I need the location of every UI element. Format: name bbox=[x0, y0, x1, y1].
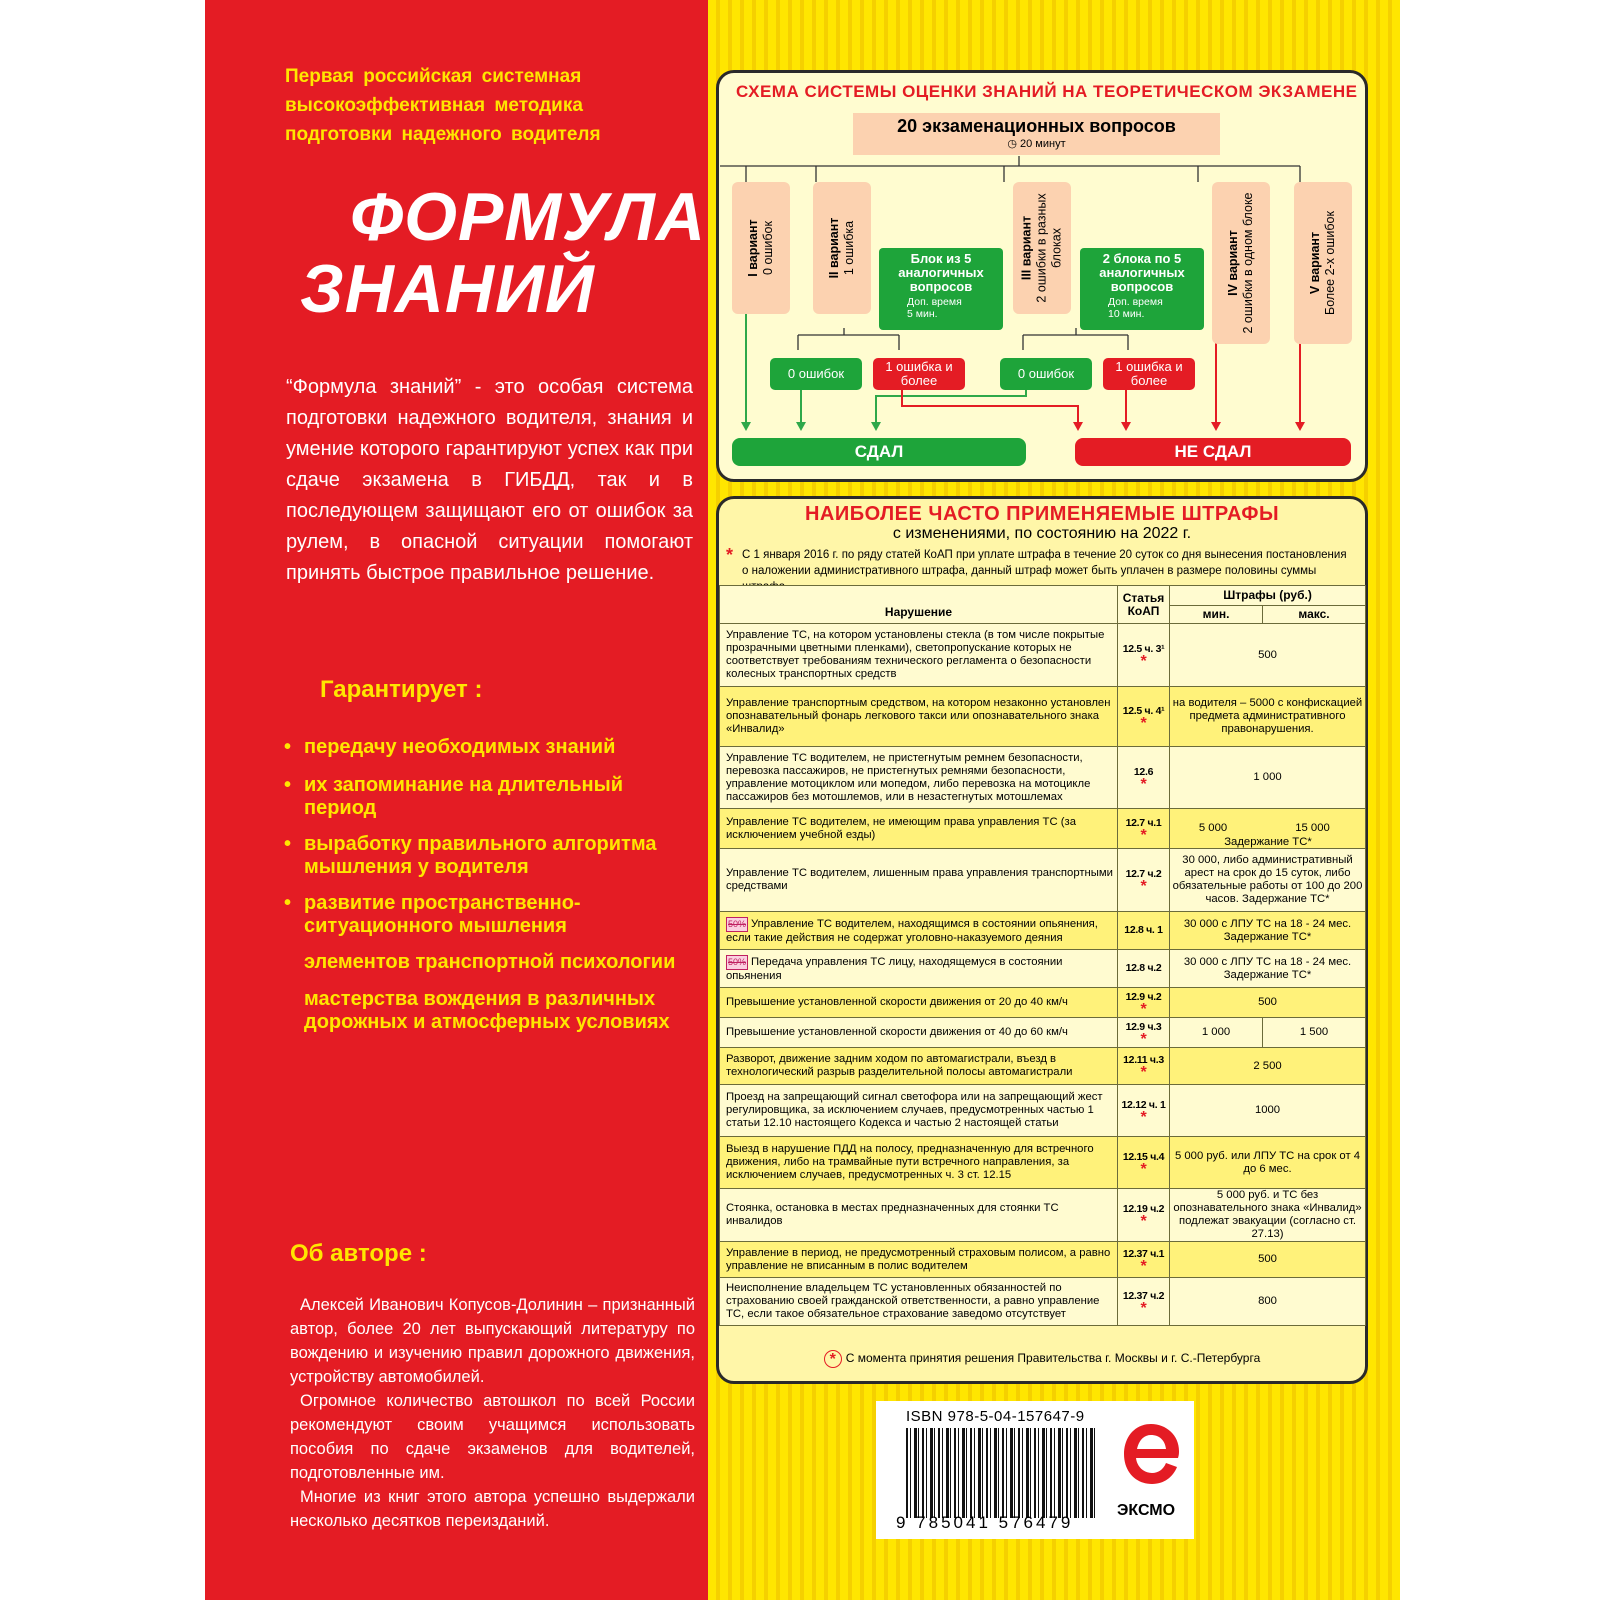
book-description: “Формула знаний” - это особая система подготовки надежного водителя, знания и умение которого гарантируют успех как при сдаче экзамена в ГИБДД, так и в последующем защищают его от ошибок за рулем, в опасной ситуации помогают принять быстрое правильное решение. bbox=[286, 376, 693, 584]
violation-cell: Превышение установленной скорости движения от 40 до 60 км/ч bbox=[720, 1018, 1118, 1048]
violation-cell: 50% Управление ТС водителем, находящимся в состоянии опьянения, если такие действия не содержат уголовно-наказуемого деяния bbox=[720, 912, 1118, 950]
violation-cell: Управление в период, не предусмотренный страховым полисом, а равно управление не вписанным в полис водителем bbox=[720, 1242, 1118, 1278]
guarantee-item: • развитие пространственно- bbox=[284, 892, 581, 914]
variant-box bbox=[1212, 182, 1270, 344]
asterisk-icon: * bbox=[1140, 1000, 1147, 1018]
asterisk-icon: * bbox=[1140, 1299, 1147, 1317]
fines-footer: * С момента принятия решения Правительства г. Москвы и г. С.-Петербурга bbox=[716, 1350, 1368, 1368]
variant-detail: 1 ошибка bbox=[842, 220, 856, 276]
variant-name: III вариант bbox=[1019, 215, 1034, 281]
header-violation: Нарушение bbox=[720, 586, 1118, 624]
violation-cell: Выезд в нарушение ПДД на полосу, предназначенную для встречного движения, либо на трамвайные пути встречного направления, за исключением случаев, предусмотренных ч. 3 ст. 12.15 bbox=[720, 1137, 1118, 1189]
article-cell: 12.12 ч. 1 * bbox=[1118, 1085, 1170, 1137]
guarantee-item: • выработку правильного алгоритма bbox=[284, 833, 657, 855]
asterisk-icon: * bbox=[1140, 1160, 1147, 1178]
article-cell: 12.37 ч.2 * bbox=[1118, 1278, 1170, 1326]
guarantee-item: ситуационного мышления bbox=[304, 915, 567, 937]
fine-cell: 1 000 bbox=[1170, 747, 1366, 809]
discount-badge: 50% bbox=[726, 955, 748, 970]
variant-box bbox=[1013, 182, 1071, 314]
barcode bbox=[906, 1428, 1096, 1518]
guarantee-item: дорожных и атмосферных условиях bbox=[304, 1011, 670, 1033]
failed-result: НЕ СДАЛ bbox=[1075, 438, 1351, 466]
book-title-line1: ФОРМУЛА bbox=[350, 179, 706, 255]
guarantee-item: элементов транспортной психологии bbox=[304, 951, 676, 973]
questions-time: ◷ 20 минут bbox=[1007, 138, 1066, 150]
variant-name: V вариант bbox=[1308, 231, 1322, 295]
asterisk-icon: * bbox=[1140, 1257, 1147, 1275]
table-header-row bbox=[720, 586, 1366, 606]
asterisk-icon: * bbox=[824, 1350, 842, 1368]
asterisk-icon: * bbox=[1140, 1030, 1147, 1048]
variant-detail: 2 ошибки в разных блоках bbox=[1034, 193, 1064, 303]
tagline bbox=[285, 62, 615, 149]
article-cell: 12.8 ч. 1 bbox=[1118, 912, 1170, 950]
table-row bbox=[720, 1189, 1366, 1242]
fine-min-cell: 5 000 Задержание ТС* bbox=[1170, 809, 1263, 849]
header-fines: Штрафы (руб.) bbox=[1170, 586, 1366, 606]
asterisk-icon: * bbox=[1140, 714, 1147, 732]
table-row bbox=[720, 1278, 1366, 1326]
table-row bbox=[720, 912, 1366, 950]
violation-cell: Управление ТС водителем, не пристегнутым ремнем безопасности, перевозка пассажиров, не пристегнутых ремнями безопасности, управление мотоциклом или мопедом, либо перевозка на мотоцикле пассажиров без мотошлемов, или в незастегнутых мотошлемах bbox=[720, 747, 1118, 809]
fine-cell: 30 000 с ЛПУ ТС на 18 - 24 мес. Задержание ТС* bbox=[1170, 912, 1366, 950]
fines-note: С 1 января 2016 г. по ряду статей КоАП при уплате штрафа в течение 20 суток со дня вынесения постановления о наложении административного штрафа, данный штраф может быть уплачен в размере половины суммы bbox=[742, 549, 1347, 577]
author-paragraph: Алексей Иванович Копусов-Долинин – признанный автор, более 20 лет выпускающий литературу по вождению и изучению правил дорожного движения, устройству автомобилей. bbox=[290, 1296, 695, 1386]
fine-max-cell: 1 500 bbox=[1263, 1018, 1366, 1048]
clock-icon: ◷ bbox=[1007, 138, 1021, 150]
header-min: мин. bbox=[1170, 606, 1263, 624]
violation-cell: Управление ТС, на котором установлены стекла (в том числе покрытые прозрачными цветными пленками), светопропускание которых не соответствует требованиям технического регламента о безопасности колесных транспортных средств bbox=[720, 624, 1118, 687]
violation-cell: Управление транспортным средством, на котором незаконно установлен опознавательный фонарь легкового такси или опознавательного знака «Инвалид» bbox=[720, 687, 1118, 747]
guarantee-heading: Гарантирует : bbox=[320, 676, 483, 703]
passed-result: СДАЛ bbox=[732, 438, 1026, 466]
violation-cell: Стоянка, остановка в местах предназначенных для стоянки ТС инвалидов bbox=[720, 1189, 1118, 1242]
header-article: Статья КоАП bbox=[1118, 586, 1170, 624]
asterisk-icon: * bbox=[1140, 653, 1147, 670]
table-row bbox=[720, 809, 1366, 849]
fine-cell: 30 000 с ЛПУ ТС на 18 - 24 мес. Задержание ТС* bbox=[1170, 950, 1366, 988]
fine-cell: 2 500 bbox=[1170, 1048, 1366, 1085]
violation-cell: Превышение установленной скорости движения от 20 до 40 км/ч bbox=[720, 988, 1118, 1018]
variant-box bbox=[1294, 182, 1352, 344]
violation-cell: Разворот, движение задним ходом по автомагистрали, въезд в технологический разрыв разделительной полосы автомагистрали bbox=[720, 1048, 1118, 1085]
book-title-line2: ЗНАНИЙ bbox=[300, 251, 595, 327]
violation-cell: Неисполнение владельцем ТС установленных обязанностей по страхованию своей гражданской ответственности, а равно управление ТС, если такое обязательное страхование заведомо отсутствует bbox=[720, 1278, 1118, 1326]
guarantee-item: мышления у водителя bbox=[304, 856, 529, 878]
header-max: макс. bbox=[1263, 606, 1366, 624]
fine-cell: 500 bbox=[1170, 1242, 1366, 1278]
table-row bbox=[720, 1018, 1366, 1048]
article-cell: 12.9 ч.2 * bbox=[1118, 988, 1170, 1018]
variant-detail: 2 ошибки в одном блоке bbox=[1241, 192, 1255, 334]
article-cell: 12.11 ч.3 * bbox=[1118, 1048, 1170, 1085]
table-row bbox=[720, 624, 1366, 687]
author-paragraph: Многие из книг этого автора успешно выдержали несколько десятков переизданий. bbox=[290, 1488, 695, 1530]
guarantee-item: мастерства вождения в различных bbox=[304, 988, 656, 1010]
fines-title: НАИБОЛЕЕ ЧАСТО ПРИМЕНЯЕМЫЕ ШТРАФЫ bbox=[804, 503, 1280, 525]
variant-detail: Более 2-х ошибок bbox=[1323, 211, 1337, 315]
bullet-icon: • bbox=[284, 774, 292, 796]
article-cell: 12.5 ч. 3¹ * bbox=[1118, 624, 1170, 687]
guarantee-item: • их запоминание на длительный bbox=[284, 774, 623, 796]
table-row bbox=[720, 950, 1366, 988]
author-text bbox=[290, 1293, 695, 1533]
table-row bbox=[720, 1048, 1366, 1085]
block-time: Доп. время 5 мин. bbox=[907, 296, 962, 320]
asterisk-icon: * bbox=[1140, 1108, 1147, 1126]
discount-badge: 50% bbox=[726, 917, 748, 932]
table-row bbox=[720, 687, 1366, 747]
author-paragraph: Огромное количество автошкол по всей России рекомендуют своим учащимся использовать пособия по сдаче экзаменов для водителей, подготовленные им. bbox=[290, 1392, 695, 1482]
article-cell: 12.7 ч.1 * bbox=[1118, 809, 1170, 849]
publisher-logo-icon bbox=[1120, 1420, 1182, 1498]
fine-cell: 30 000, либо административный арест на срок до 15 суток, либо обязательные работы от 100 до 200 часов. Задержание ТС* bbox=[1170, 849, 1366, 912]
fine-cell: 5 000 руб. или ЛПУ ТС на срок от 4 до 6 мес. bbox=[1170, 1137, 1366, 1189]
questions-box bbox=[853, 113, 1220, 155]
table-row bbox=[720, 988, 1366, 1018]
variant-box bbox=[732, 182, 790, 314]
table-row bbox=[720, 1085, 1366, 1137]
fines-body bbox=[720, 624, 1366, 1326]
guarantee-item: • передачу необходимых знаний bbox=[284, 736, 616, 758]
fine-cell: 500 bbox=[1170, 988, 1366, 1018]
author-heading: Об авторе : bbox=[290, 1240, 427, 1267]
variant-name: I вариант bbox=[746, 219, 760, 277]
violation-cell: Управление ТС водителем, лишенным права управления транспортными средствами bbox=[720, 849, 1118, 912]
table-row bbox=[720, 747, 1366, 809]
block-time: Доп. время 10 мин. bbox=[1108, 296, 1163, 320]
isbn: ISBN 978-5-04-157647-9 bbox=[906, 1408, 1085, 1425]
fine-min-cell: 1 000 bbox=[1170, 1018, 1263, 1048]
fine-cell: 1000 bbox=[1170, 1085, 1366, 1137]
bullet-icon: • bbox=[284, 892, 292, 914]
bullet-icon: • bbox=[284, 736, 292, 758]
tagline-line: высокоэффективная методика bbox=[285, 95, 583, 116]
table-row bbox=[720, 1137, 1366, 1189]
variant-box bbox=[813, 182, 871, 314]
barcode-digits: 9 785041 576479 bbox=[896, 1513, 1074, 1532]
fines-table bbox=[719, 585, 1366, 1326]
variant-name: IV вариант bbox=[1226, 230, 1240, 296]
zero-errors-box: 0 ошибок bbox=[770, 358, 862, 390]
tagline-line: Первая российская системная bbox=[285, 66, 582, 87]
tagline-line: подготовки надежного водителя bbox=[285, 124, 601, 145]
one-error-box: 1 ошибка и более bbox=[1103, 358, 1195, 390]
table-row bbox=[720, 849, 1366, 912]
article-cell: 12.6 * bbox=[1118, 747, 1170, 809]
block-double bbox=[1080, 248, 1204, 330]
article-cell: 12.7 ч.2 * bbox=[1118, 849, 1170, 912]
publisher-name: ЭКСМО bbox=[1117, 1502, 1176, 1519]
asterisk-icon: * bbox=[726, 545, 734, 565]
block-single bbox=[879, 248, 1003, 330]
zero-errors-box: 0 ошибок bbox=[1000, 358, 1092, 390]
fine-max-cell: 15 000 bbox=[1263, 809, 1366, 849]
variant-name: II вариант bbox=[827, 217, 841, 279]
asterisk-icon: * bbox=[1140, 1064, 1147, 1081]
article-cell: 12.9 ч.3 * bbox=[1118, 1018, 1170, 1048]
article-cell: 12.15 ч.4 * bbox=[1118, 1137, 1170, 1189]
block-title: Блок из 5 аналогичных вопросов bbox=[898, 251, 984, 294]
asterisk-icon: * bbox=[1140, 826, 1147, 844]
fine-cell: на водителя – 5000 с конфискацией предмета административного правонарушения. bbox=[1170, 687, 1366, 747]
variant-detail: 0 ошибок bbox=[761, 221, 775, 275]
fines-subtitle: с изменениями, по состоянию на 2022 г. bbox=[892, 525, 1192, 542]
bullet-icon: • bbox=[284, 833, 292, 855]
fine-extra: Задержание ТС* bbox=[1224, 836, 1312, 848]
violation-cell: 50% Передача управления ТС лицу, находящемуся в состоянии опьянения bbox=[720, 950, 1118, 988]
violation-cell: Управление ТС водителем, не имеющим права управления ТС (за исключением учебной езды) bbox=[720, 809, 1118, 849]
article-cell: 12.19 ч.2 * bbox=[1118, 1189, 1170, 1242]
questions-label: 20 экзаменационных вопросов bbox=[897, 116, 1176, 136]
asterisk-icon: * bbox=[1140, 775, 1147, 793]
asterisk-icon: * bbox=[1140, 1213, 1147, 1230]
table-row bbox=[720, 1242, 1366, 1278]
scheme-title: СХЕМА СИСТЕМЫ ОЦЕНКИ ЗНАНИЙ НА ТЕОРЕТИЧЕСКОМ ЭКЗАМЕНЕ bbox=[736, 82, 1358, 101]
fine-cell: 800 bbox=[1170, 1278, 1366, 1326]
article-cell: 12.5 ч. 4¹ * bbox=[1118, 687, 1170, 747]
asterisk-icon: * bbox=[1140, 878, 1147, 895]
block-title: 2 блока по 5 аналогичных вопросов bbox=[1099, 251, 1185, 294]
fine-cell: 5 000 руб. и ТС без опознавательного знака «Инвалид» подлежат эвакуации (согласно ст. 27.13) bbox=[1170, 1189, 1366, 1242]
violation-cell: Проезд на запрещающий сигнал светофора или на запрещающий жест регулировщика, за исключением случаев, предусмотренных частью 1 статьи 12.10 настоящего Кодекса и частью 2 настоящей статьи bbox=[720, 1085, 1118, 1137]
fine-cell: 500 bbox=[1170, 624, 1366, 687]
guarantee-item: период bbox=[304, 797, 377, 819]
article-cell: 12.37 ч.1 * bbox=[1118, 1242, 1170, 1278]
article-cell: 12.8 ч.2 bbox=[1118, 950, 1170, 988]
one-error-box: 1 ошибка и более bbox=[873, 358, 965, 390]
